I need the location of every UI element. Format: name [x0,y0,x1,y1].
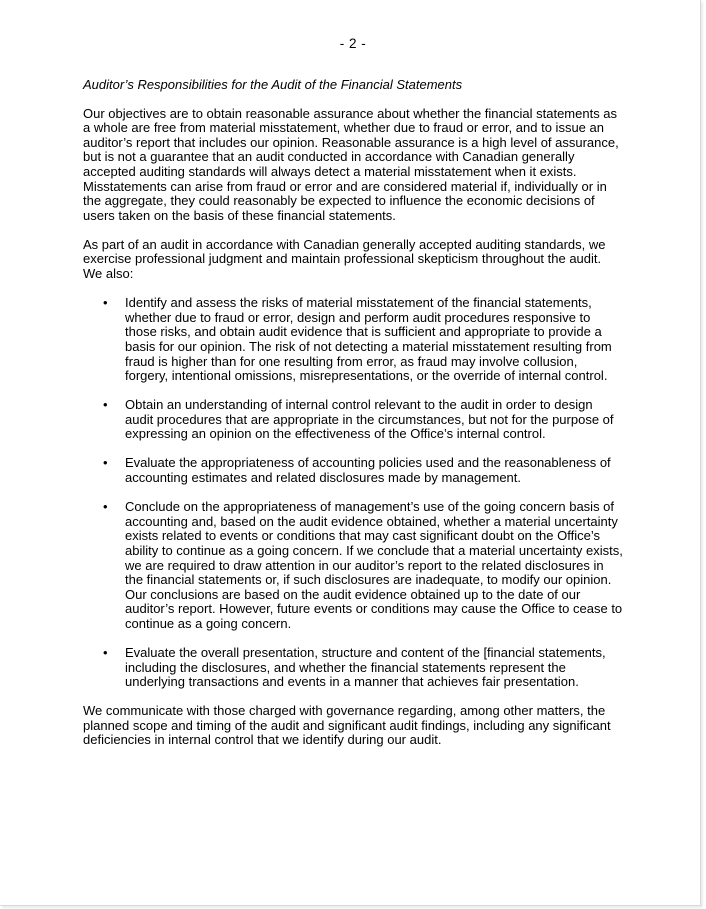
list-item-text: Evaluate the appropriateness of accounting policies used and the reasonableness of accounting estimates and related disclosures made by management. [125,455,611,486]
page-number: - 2 - [339,36,367,51]
objectives-paragraph: Our objectives are to obtain reasonable assurance about whether the financial statements as a whole are free from material misstatement, whether due to fraud or error, and to issue an auditor’s report that includes our opinion. Reasonable assurance is a high level of assurance, but is not a guarantee that an audit conducted in accordance with Canadian generally accepted auditing standards will always detect a material misstatement when it exists. Misstatements can arise from fraud or error and are considered material if, individually or in the aggregate, they could reasonably be expected to influence the economic decisions of users taken on the basis of these financial statements. [83,105,619,223]
list-item-text: Obtain an understanding of internal control relevant to the audit in order to design audit procedures that are appropriate in the circumstances, but not for the purpose of expressing an opinion on the effectiveness of the Office’s internal control. [125,397,614,442]
section-heading: Auditor’s Responsibilities for the Audit of the Financial Statements [83,77,463,92]
list-item [83,500,623,631]
responsibilities-list [83,296,623,690]
list-item-text: Conclude on the appropriateness of management’s use of the going concern basis of accounting and, based on the audit evidence obtained, whether a material uncertainty exists related to events or conditions that may cast significant doubt on the Office’s ability to continue as a going concern. If we conclude that a material uncertainty exists, we are required to draw attention in our auditor’s report to the related disclosures in the financial statements or, if such disclosures are inadequate, to modify our opinion. Our conclusions are based on the audit evidence obtained up to the date of our auditor’s report. However, future events or conditions may cause the Office to cease to continue as a going concern. [125,499,623,631]
bullet-icon: • [103,455,108,471]
bullet-icon: • [103,499,108,515]
list-item [83,398,623,442]
bullet-icon: • [103,645,108,660]
list-item [83,456,623,485]
governance-paragraph: We communicate with those charged with governance regarding, among other matters, the planned scope and timing of the audit and significant audit findings, including any significant deficiencies in internal control that we identify during our audit. [83,703,611,748]
bullet-icon: • [103,295,108,311]
document-body [83,78,623,763]
list-item [83,646,623,690]
list-item-text: Identify and assess the risks of material misstatement of the financial statements, whether due to fraud or error, design and perform audit procedures responsive to those risks, and obtain audit evidence that is sufficient and appropriate to provide a basis for our opinion. The risk of not detecting a material misstatement resulting from fraud is higher than for one resulting from error, as fraud may involve collusion, forgery, intentional omissions, misrepresentations, or the override of internal control. [125,295,612,384]
list-item-text: Evaluate the overall presentation, structure and content of the [financial statements, including the disclosures, and whether the financial statements represent the underlying transactions and events in a manner that achieves fair presentation. [125,645,606,690]
procedures-intro-paragraph: As part of an audit in accordance with Canadian generally accepted auditing standards, we exercise professional judgment and maintain professional skepticism throughout the audit. We also: [83,236,606,282]
list-item [83,296,623,384]
bullet-icon: • [103,397,108,413]
